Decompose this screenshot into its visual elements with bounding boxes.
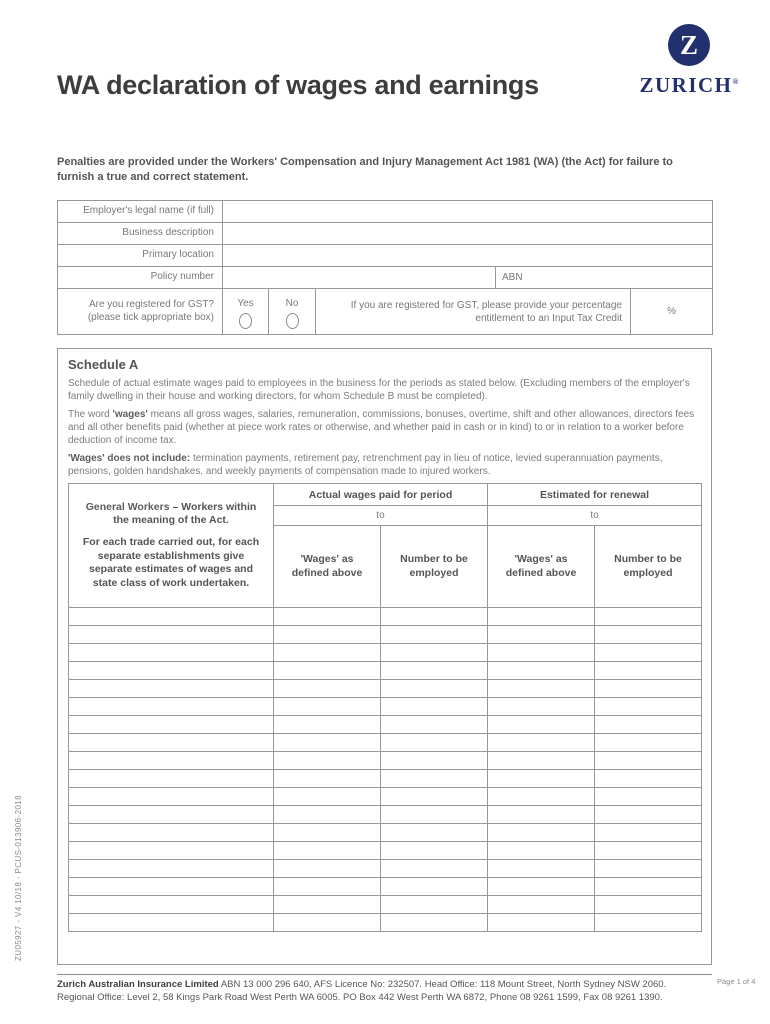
- gst-row: [58, 289, 713, 335]
- renewal-wages-defined-header: 'Wages' as defined above: [488, 526, 595, 608]
- policy-number-field[interactable]: [223, 267, 496, 289]
- wages-input-cell[interactable]: [274, 716, 381, 734]
- wages-input-cell[interactable]: [274, 914, 381, 932]
- schedule-a-section: [57, 348, 712, 965]
- wages-input-cell[interactable]: [381, 770, 488, 788]
- gst-no-radio[interactable]: [286, 313, 299, 329]
- wages-input-cell[interactable]: [69, 878, 274, 896]
- wages-input-cell[interactable]: [381, 914, 488, 932]
- employer-name-row: [58, 201, 713, 223]
- wages-input-cell[interactable]: [595, 644, 702, 662]
- wages-input-cell[interactable]: [69, 698, 274, 716]
- form-reference-code: ZU05927 - V4 10/18 - PCUS-013906-2018: [14, 795, 23, 962]
- wages-input-cell[interactable]: [488, 806, 595, 824]
- wages-input-cell[interactable]: [488, 842, 595, 860]
- wages-input-cell[interactable]: [274, 824, 381, 842]
- footer-company-name: Zurich Australian Insurance Limited: [57, 979, 219, 990]
- policy-number-row: [58, 267, 713, 289]
- registered-trademark: ®: [732, 77, 739, 86]
- wages-table-body: [69, 608, 702, 932]
- wages-input-cell[interactable]: [488, 626, 595, 644]
- gst-credit-text: If you are registered for GST, please provide your percentage entitlement to an Input Tax Credit: [316, 289, 631, 335]
- wages-empty-row: [69, 626, 702, 644]
- policy-number-label: Policy number: [58, 267, 223, 289]
- wages-input-cell[interactable]: [381, 644, 488, 662]
- gst-percentage-field[interactable]: [631, 289, 713, 335]
- wages-input-cell[interactable]: [69, 662, 274, 680]
- wages-input-cell[interactable]: [381, 752, 488, 770]
- wages-input-cell[interactable]: [69, 644, 274, 662]
- wages-input-cell[interactable]: [69, 824, 274, 842]
- percent-sign: %: [667, 306, 676, 317]
- wages-empty-row: [69, 788, 702, 806]
- zurich-wordmark: ZURICH®: [639, 73, 739, 97]
- primary-location-row: [58, 245, 713, 267]
- business-description-label: Business description: [58, 223, 223, 245]
- wages-input-cell[interactable]: [381, 698, 488, 716]
- employer-name-label: Employer's legal name (if full): [58, 201, 223, 223]
- wages-input-cell[interactable]: [274, 734, 381, 752]
- wages-empty-row: [69, 806, 702, 824]
- wages-input-cell[interactable]: [488, 716, 595, 734]
- schedule-a-title: Schedule A: [68, 357, 139, 372]
- wages-input-cell[interactable]: [488, 896, 595, 914]
- renewal-number-employed-header: Number to be employed: [595, 526, 702, 608]
- wages-input-cell[interactable]: [595, 896, 702, 914]
- wages-input-cell[interactable]: [488, 824, 595, 842]
- schedule-a-para1: Schedule of actual estimate wages paid to employees in the business for the periods as stated below. (Excluding members of the employer's family dwelling in their house and working directors, for whom Schedule B must be completed).: [68, 378, 690, 402]
- wages-empty-row: [69, 734, 702, 752]
- wages-input-cell[interactable]: [274, 842, 381, 860]
- employer-name-field[interactable]: [223, 201, 713, 223]
- wages-input-cell[interactable]: [274, 878, 381, 896]
- wages-input-cell[interactable]: [488, 770, 595, 788]
- wages-input-cell[interactable]: [274, 788, 381, 806]
- wages-input-cell[interactable]: [595, 788, 702, 806]
- wages-input-cell[interactable]: [274, 644, 381, 662]
- wages-input-cell[interactable]: [69, 626, 274, 644]
- wages-input-cell[interactable]: [488, 608, 595, 626]
- wages-input-cell[interactable]: [595, 842, 702, 860]
- penalties-statement: Penalties are provided under the Workers' Compensation and Injury Management Act 1981 (WA) (the Act) for failure to furnish a true and correct statement.: [57, 156, 673, 183]
- wages-input-cell[interactable]: [69, 842, 274, 860]
- wages-input-cell[interactable]: [488, 860, 595, 878]
- wages-empty-row: [69, 770, 702, 788]
- wages-input-cell[interactable]: [69, 752, 274, 770]
- wages-input-cell[interactable]: [381, 734, 488, 752]
- wages-input-cell[interactable]: [69, 914, 274, 932]
- wages-input-cell[interactable]: [274, 608, 381, 626]
- schedule-a-para2: The word 'wages' means all gross wages, salaries, remuneration, commissions, bonuses, overtime, shift and other allowances, directors fees and all other benefits paid (whether at piece work rates or otherwise, and whether paid in cash or in kind) to or in relation to a worker before deduction of income tax.: [68, 409, 695, 446]
- wages-input-cell[interactable]: [274, 626, 381, 644]
- wages-input-cell[interactable]: [488, 644, 595, 662]
- gst-yes-cell: [223, 289, 269, 335]
- wages-input-cell[interactable]: [274, 806, 381, 824]
- wages-input-cell[interactable]: [69, 896, 274, 914]
- zurich-z-icon: Z: [668, 24, 710, 66]
- wages-empty-row: [69, 878, 702, 896]
- wages-input-cell[interactable]: [274, 698, 381, 716]
- wages-empty-row: [69, 842, 702, 860]
- wages-input-cell[interactable]: [274, 680, 381, 698]
- wages-empty-row: [69, 752, 702, 770]
- wages-input-cell[interactable]: [488, 752, 595, 770]
- page-title: WA declaration of wages and earnings: [57, 70, 539, 100]
- wages-input-cell[interactable]: [274, 752, 381, 770]
- wages-input-cell[interactable]: [381, 878, 488, 896]
- business-description-row: [58, 223, 713, 245]
- primary-location-field[interactable]: [223, 245, 713, 267]
- wages-input-cell[interactable]: [595, 734, 702, 752]
- zurich-logo: [633, 24, 745, 98]
- wages-input-cell[interactable]: [595, 860, 702, 878]
- gst-no-label: No: [285, 297, 299, 309]
- wages-input-cell[interactable]: [381, 860, 488, 878]
- wages-input-cell[interactable]: [381, 806, 488, 824]
- footer-line2: Regional Office: Level 2, 58 Kings Park Road West Perth WA 6005. PO Box 442 West Perth WA 6872, Phone 08 9261 1599, Fax 08 9261 1390.: [57, 991, 663, 1003]
- wages-input-cell[interactable]: [69, 734, 274, 752]
- wages-input-cell[interactable]: [381, 824, 488, 842]
- wages-input-cell[interactable]: [274, 662, 381, 680]
- wages-input-cell[interactable]: [381, 626, 488, 644]
- wages-input-cell[interactable]: [488, 914, 595, 932]
- wages-input-cell[interactable]: [381, 788, 488, 806]
- wages-empty-row: [69, 914, 702, 932]
- wages-input-cell[interactable]: [488, 662, 595, 680]
- wages-input-cell[interactable]: [69, 770, 274, 788]
- wages-input-cell[interactable]: [274, 860, 381, 878]
- wages-input-cell[interactable]: [381, 680, 488, 698]
- wages-input-cell[interactable]: [488, 734, 595, 752]
- wages-input-cell[interactable]: [595, 824, 702, 842]
- actual-period-field[interactable]: to: [274, 506, 488, 526]
- wages-group-header-row: [69, 484, 702, 506]
- wages-input-cell[interactable]: [69, 680, 274, 698]
- wages-input-cell[interactable]: [595, 878, 702, 896]
- wages-input-cell[interactable]: [381, 608, 488, 626]
- wages-input-cell[interactable]: [595, 770, 702, 788]
- wages-input-cell[interactable]: [488, 698, 595, 716]
- wages-input-cell[interactable]: [595, 608, 702, 626]
- wages-empty-row: [69, 698, 702, 716]
- actual-number-employed-header: Number to be employed: [381, 526, 488, 608]
- gst-yes-label: Yes: [237, 297, 254, 309]
- wages-empty-row: [69, 608, 702, 626]
- wages-input-cell[interactable]: [274, 770, 381, 788]
- wages-input-cell[interactable]: [69, 806, 274, 824]
- wages-input-cell[interactable]: [595, 914, 702, 932]
- wages-input-cell[interactable]: [595, 680, 702, 698]
- abn-field[interactable]: [496, 267, 713, 289]
- actual-wages-defined-header: 'Wages' as defined above: [274, 526, 381, 608]
- wages-input-cell[interactable]: [69, 788, 274, 806]
- abn-label: ABN: [502, 272, 523, 283]
- page-number: Page 1 of 4: [717, 977, 756, 986]
- wages-input-cell[interactable]: [381, 662, 488, 680]
- gst-yes-radio[interactable]: [239, 313, 252, 329]
- wages-input-cell[interactable]: [381, 842, 488, 860]
- wages-empty-row: [69, 896, 702, 914]
- schedule-a-para3: 'Wages' does not include: termination payments, retirement pay, retrenchment pay in lieu of notice, levied superannuation payments, pensions, golden handshakes, and weekly payments of compensation made to injured workers.: [68, 453, 663, 477]
- wages-input-cell[interactable]: [488, 788, 595, 806]
- wages-input-cell[interactable]: [595, 626, 702, 644]
- wages-table: [68, 483, 702, 932]
- wages-input-cell[interactable]: [69, 860, 274, 878]
- wages-empty-row: [69, 824, 702, 842]
- wages-input-cell[interactable]: [69, 716, 274, 734]
- wages-empty-row: [69, 644, 702, 662]
- wages-empty-row: [69, 860, 702, 878]
- primary-location-label: Primary location: [58, 245, 223, 267]
- renewal-period-field[interactable]: to: [488, 506, 702, 526]
- wages-input-cell[interactable]: [595, 662, 702, 680]
- wages-input-cell[interactable]: [595, 752, 702, 770]
- employer-details-table: [57, 200, 713, 335]
- estimated-renewal-header: Estimated for renewal: [488, 484, 702, 506]
- actual-wages-header: Actual wages paid for period: [274, 484, 488, 506]
- wages-input-cell[interactable]: [488, 878, 595, 896]
- gst-question-label: Are you registered for GST? (please tick appropriate box): [58, 289, 223, 335]
- footer: [57, 974, 712, 1005]
- wages-input-cell[interactable]: [381, 896, 488, 914]
- wages-empty-row: [69, 716, 702, 734]
- wages-input-cell[interactable]: [595, 716, 702, 734]
- wages-input-cell[interactable]: [595, 806, 702, 824]
- business-description-field[interactable]: [223, 223, 713, 245]
- wages-empty-row: [69, 662, 702, 680]
- wages-empty-row: [69, 680, 702, 698]
- wages-input-cell[interactable]: [595, 698, 702, 716]
- wages-input-cell[interactable]: [69, 608, 274, 626]
- general-workers-cell: General Workers – Workers within the meaning of the Act. For each trade carried out, for each separate establishments give separate estimates of wages and state class of work undertaken.: [69, 484, 274, 608]
- wages-input-cell[interactable]: [381, 716, 488, 734]
- gst-no-cell: [269, 289, 316, 335]
- wages-input-cell[interactable]: [488, 680, 595, 698]
- wages-input-cell[interactable]: [274, 896, 381, 914]
- footer-line1: ABN 13 000 296 640, AFS Licence No: 232507. Head Office: 118 Mount Street, North Sydney NSW 2060.: [218, 979, 667, 990]
